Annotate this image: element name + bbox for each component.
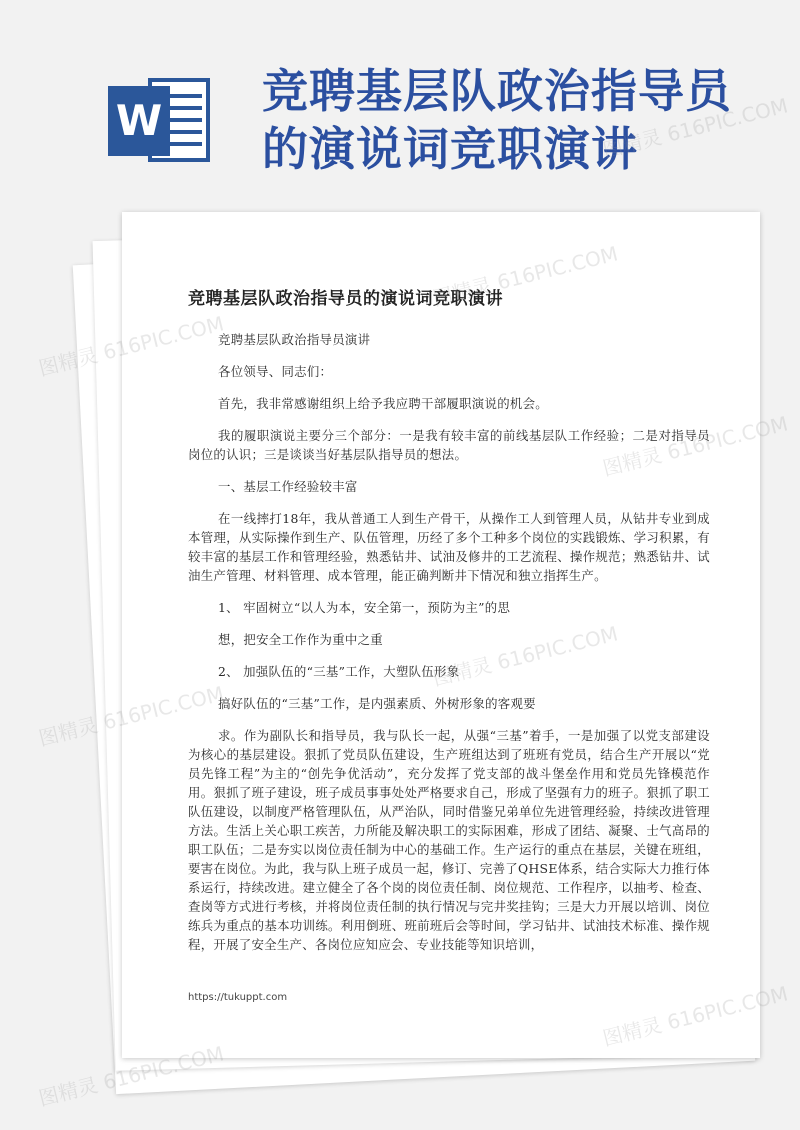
paragraph: 求。作为副队长和指导员，我与队长一起，从强“三基”着手，一是加强了以党支部建设为核心的基层建设。狠抓了党员队伍建设，生产班组达到了班班有党员，结合生产开展以“党员先锋工程”为主的“创先争优活动”，充分发挥了党支部的战斗堡垒作用和党员先锋模范作用。狠抓了班子建设，班子成员事事处处严格要求自己，形成了坚强有力的班子。狠抓了职工队伍建设，以制度严格管理队伍，从严治队，同时借鉴兄弟单位先进管理经验，持续改进管理方法。生活上关心职工疾苦，力所能及解决职工的实际困难，形成了团结、凝聚、士气高昂的职工队伍；二是夯实以岗位责任制为中心的基础工作。生产运行的重点在基层，关键在班组，要害在岗位。为此，我与队上班子成员一起，修订、完善了QHSE体系，结合实际大力推行体系运行，持续改进。建立健全了各个岗的岗位责任制、岗位规范、工作程序，以抽考、检查、查岗等方式进行考核，并将岗位责任制的执行情况与完井奖挂钩；三是大力开展以培训、岗位练兵为重点的基本功训练。利用倒班、班前班后会等时间，学习钻井、试油技术标准、操作规程，开展了安全生产、各岗位应知应会、专业技能等知识培训， [188,728,710,952]
watermark: 图精灵 616PIC.COM [430,621,621,691]
paragraph: 竞聘基层队政治指导员演讲 [218,332,371,347]
section-heading: 一、基层工作经验较丰富 [218,479,358,494]
watermark: 图精灵 616PIC.COM [600,411,791,481]
watermark: 图精灵 616PIC.COM [600,981,791,1051]
watermark: 图精灵 616PIC.COM [36,311,227,381]
banner [0,0,800,190]
paragraph: 搞好队伍的“三基”工作，是内强素质、外树形象的客观要 [218,696,536,711]
watermark: 图精灵 616PIC.COM [36,1041,227,1111]
paragraph: 在一线摔打18年，我从普通工人到生产骨干，从操作工人到管理人员，从钻井专业到成本管理，从实际操作到生产、队伍管理，历经了多个工种多个岗位的实践锻炼、学习积累，有较丰富的基层工作和管理经验，熟悉钻井、试油及修井的工艺流程、操作规范；熟悉钻井、试油生产管理、材料管理、成本管理，能正确判断井下情况和独立指挥生产。 [188,511,710,583]
paragraph: 我的履职演说主要分三个部分：一是我有较丰富的前线基层队工作经验；二是对指导员岗位的认识；三是谈谈当好基层队指导员的想法。 [188,428,710,462]
paragraph: 想，把安全工作作为重中之重 [218,632,383,647]
paragraph: 首先，我非常感谢组织上给予我应聘干部履职演说的机会。 [218,396,548,411]
banner-title: 竞聘基层队政治指导员的演说词竞职演讲 [262,64,732,176]
watermark: 图精灵 616PIC.COM [600,93,791,163]
word-letter: W [108,86,170,156]
list-item: 2、 加强队伍的“三基”工作，大塑队伍形象 [218,664,460,679]
watermark: 图精灵 616PIC.COM [36,681,227,751]
list-item: 1、 牢固树立“以人为本，安全第一，预防为主”的思 [218,600,511,615]
document-body [188,330,710,960]
word-document-icon [108,72,214,168]
paragraph: 各位领导、同志们： [218,364,333,379]
document-page [122,212,760,1058]
document-title: 竞聘基层队政治指导员的演说词竞职演讲 [188,289,503,309]
footer-url: https://tukuppt.com [188,992,288,1003]
watermark: 图精灵 616PIC.COM [430,241,621,311]
